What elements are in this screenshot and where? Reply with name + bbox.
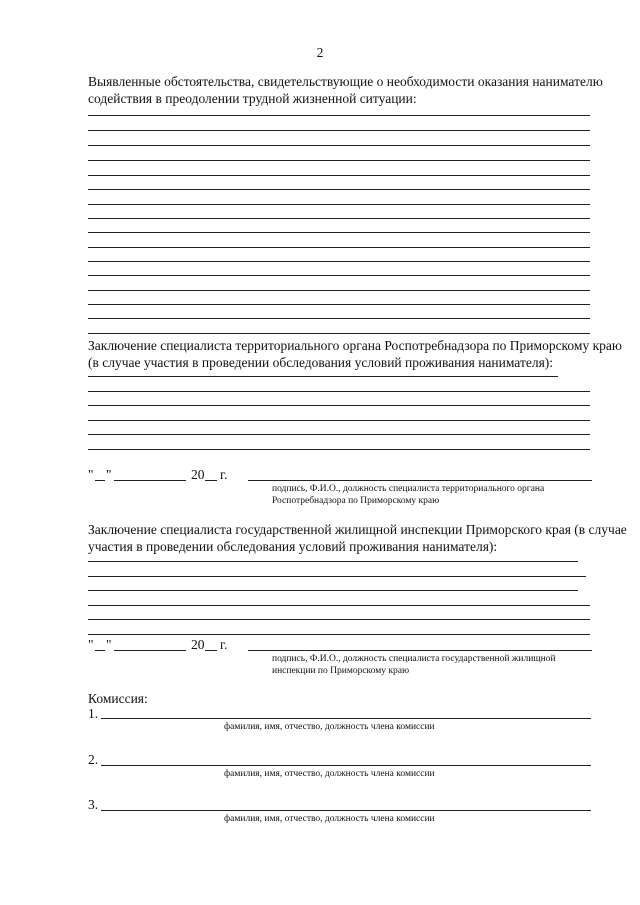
blank-line[interactable] xyxy=(88,130,590,131)
member-caption: фамилия, имя, отчество, должность члена комиссии xyxy=(224,814,435,824)
section3-heading-line1: Заключение специалиста государственной жилищной инспекции Приморского края (в случае xyxy=(88,522,627,537)
blank-line[interactable] xyxy=(88,376,558,377)
signature-caption-line1: подпись, Ф.И.О., должность специалиста государственной жилищной xyxy=(272,654,556,664)
section2-heading-line2: (в случае участия в проведении обследования условий проживания нанимателя): xyxy=(88,355,554,370)
blank-line[interactable] xyxy=(88,189,590,190)
date-year-suffix: г. xyxy=(220,467,228,482)
blank-line[interactable] xyxy=(88,434,590,435)
blank-line[interactable] xyxy=(88,318,590,319)
blank-line[interactable] xyxy=(88,175,590,176)
date-year-prefix: 20 xyxy=(191,467,205,482)
date-year-field[interactable] xyxy=(205,650,217,651)
date-year-field[interactable] xyxy=(205,480,217,481)
blank-line[interactable] xyxy=(88,247,590,248)
blank-line[interactable] xyxy=(88,420,590,421)
blank-line[interactable] xyxy=(88,304,590,305)
blank-line[interactable] xyxy=(88,145,590,146)
blank-line[interactable] xyxy=(88,204,590,205)
blank-line[interactable] xyxy=(88,290,590,291)
member-number: 1. xyxy=(88,706,99,721)
member-signature-field[interactable] xyxy=(101,810,591,811)
blank-line[interactable] xyxy=(88,576,586,577)
signature-field[interactable] xyxy=(248,480,592,481)
blank-line[interactable] xyxy=(88,333,590,334)
signature-caption-line2: Роспотребнадзора по Приморскому краю xyxy=(272,496,440,506)
blank-line[interactable] xyxy=(88,561,578,562)
blank-line[interactable] xyxy=(88,619,590,620)
blank-line[interactable] xyxy=(88,160,590,161)
member-caption: фамилия, имя, отчество, должность члена комиссии xyxy=(224,769,435,779)
date-month-field[interactable] xyxy=(114,650,186,651)
blank-line[interactable] xyxy=(88,115,590,116)
section1-heading-line1: Выявленные обстоятельства, свидетельствующие о необходимости оказания нанимателю xyxy=(88,74,603,89)
date-quote-close: " xyxy=(106,467,112,482)
blank-line[interactable] xyxy=(88,634,590,635)
member-caption: фамилия, имя, отчество, должность члена комиссии xyxy=(224,722,435,732)
blank-line[interactable] xyxy=(88,218,590,219)
date-year-suffix: г. xyxy=(220,637,228,652)
blank-line[interactable] xyxy=(88,449,590,450)
date-day-field[interactable] xyxy=(95,650,105,651)
blank-line[interactable] xyxy=(88,275,590,276)
blank-line[interactable] xyxy=(88,391,590,392)
blank-line[interactable] xyxy=(88,405,590,406)
signature-caption-line1: подпись, Ф.И.О., должность специалиста территориального органа xyxy=(272,484,545,494)
blank-line[interactable] xyxy=(88,605,590,606)
page-number: 2 xyxy=(316,45,324,60)
section1-heading-line2: содействия в преодолении трудной жизненной ситуации: xyxy=(88,91,417,106)
blank-line[interactable] xyxy=(88,232,590,233)
date-quote-open: " xyxy=(88,467,94,482)
date-quote-close: " xyxy=(106,637,112,652)
section2-heading-line1: Заключение специалиста территориального органа Роспотребнадзора по Приморскому краю xyxy=(88,338,622,353)
member-signature-field[interactable] xyxy=(101,718,591,719)
signature-caption-line2: инспекции по Приморскому краю xyxy=(272,666,410,676)
date-month-field[interactable] xyxy=(114,480,186,481)
member-signature-field[interactable] xyxy=(101,765,591,766)
date-day-field[interactable] xyxy=(95,480,105,481)
date-year-prefix: 20 xyxy=(191,637,205,652)
commission-title: Комиссия: xyxy=(88,691,148,706)
signature-field[interactable] xyxy=(248,650,592,651)
blank-line[interactable] xyxy=(88,261,590,262)
blank-line[interactable] xyxy=(88,590,578,591)
date-quote-open: " xyxy=(88,637,94,652)
member-number: 3. xyxy=(88,797,99,812)
member-number: 2. xyxy=(88,752,99,767)
section3-heading-line2: участия в проведении обследования условий проживания нанимателя): xyxy=(88,539,498,554)
